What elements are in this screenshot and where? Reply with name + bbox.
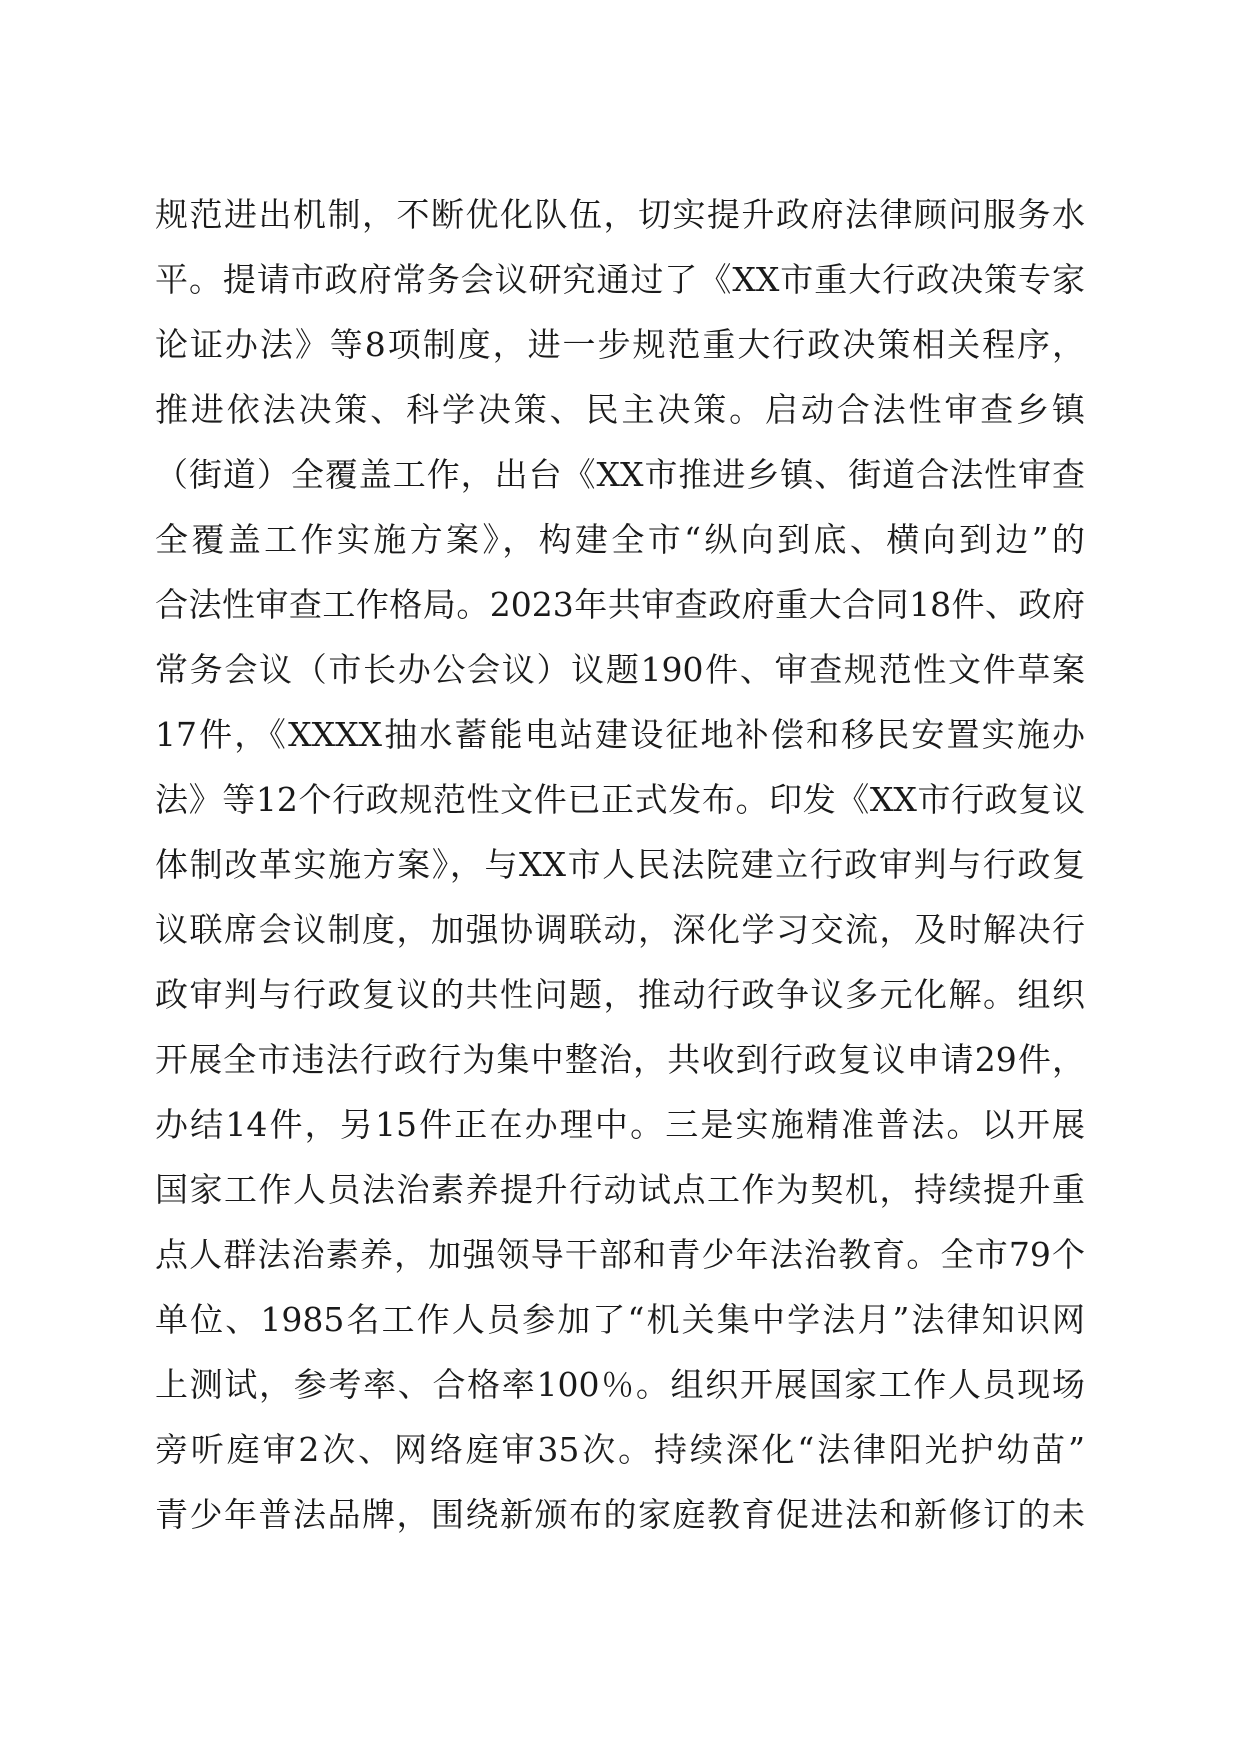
text-line-12: 议联席会议制度，加强协调联动，深化学习交流，及时解决行 bbox=[155, 910, 1085, 949]
text-line-17: 点人群法治素养，加强领导干部和青少年法治教育。全市79个 bbox=[155, 1235, 1085, 1274]
text-line-2: 平。提请市政府常务会议研究通过了《XX市重大行政决策专家 bbox=[155, 260, 1085, 299]
text-line-6: 全覆盖工作实施方案》，构建全市“纵向到底、横向到边”的 bbox=[155, 520, 1085, 559]
text-line-8: 常务会议（市长办公会议）议题190件、审查规范性文件草案 bbox=[155, 650, 1085, 689]
body-paragraph bbox=[155, 182, 1085, 1547]
text-line-18: 单位、1985名工作人员参加了“机关集中学法月”法律知识网 bbox=[155, 1300, 1085, 1339]
text-line-9: 17件，《XXXX抽水蓄能电站建设征地补偿和移民安置实施办 bbox=[155, 715, 1085, 754]
text-line-16: 国家工作人员法治素养提升行动试点工作为契机，持续提升重 bbox=[155, 1170, 1085, 1209]
text-line-15: 办结14件，另15件正在办理中。三是实施精准普法。以开展 bbox=[155, 1105, 1085, 1144]
text-line-20: 旁听庭审2次、网络庭审35次。持续深化“法律阳光护幼苗” bbox=[155, 1430, 1085, 1469]
text-line-7: 合法性审查工作格局。2023年共审查政府重大合同18件、政府 bbox=[155, 585, 1085, 624]
text-line-13: 政审判与行政复议的共性问题，推动行政争议多元化解。组织 bbox=[155, 975, 1085, 1014]
text-line-21: 青少年普法品牌，围绕新颁布的家庭教育促进法和新修订的未 bbox=[155, 1495, 1085, 1534]
text-line-10: 法》等12个行政规范性文件已正式发布。印发《XX市行政复议 bbox=[155, 780, 1085, 819]
text-line-3: 论证办法》等8项制度，进一步规范重大行政决策相关程序， bbox=[155, 325, 1085, 364]
text-line-11: 体制改革实施方案》，与XX市人民法院建立行政审判与行政复 bbox=[155, 845, 1085, 884]
text-line-14: 开展全市违法行政行为集中整治，共收到行政复议申请29件， bbox=[155, 1040, 1085, 1079]
text-line-19: 上测试，参考率、合格率100％。组织开展国家工作人员现场 bbox=[155, 1365, 1085, 1404]
text-line-1: 规范进出机制，不断优化队伍，切实提升政府法律顾问服务水 bbox=[155, 195, 1085, 234]
text-line-5: （街道）全覆盖工作，出台《XX市推进乡镇、街道合法性审查 bbox=[155, 455, 1085, 494]
text-line-4: 推进依法决策、科学决策、民主决策。启动合法性审查乡镇 bbox=[155, 390, 1085, 429]
